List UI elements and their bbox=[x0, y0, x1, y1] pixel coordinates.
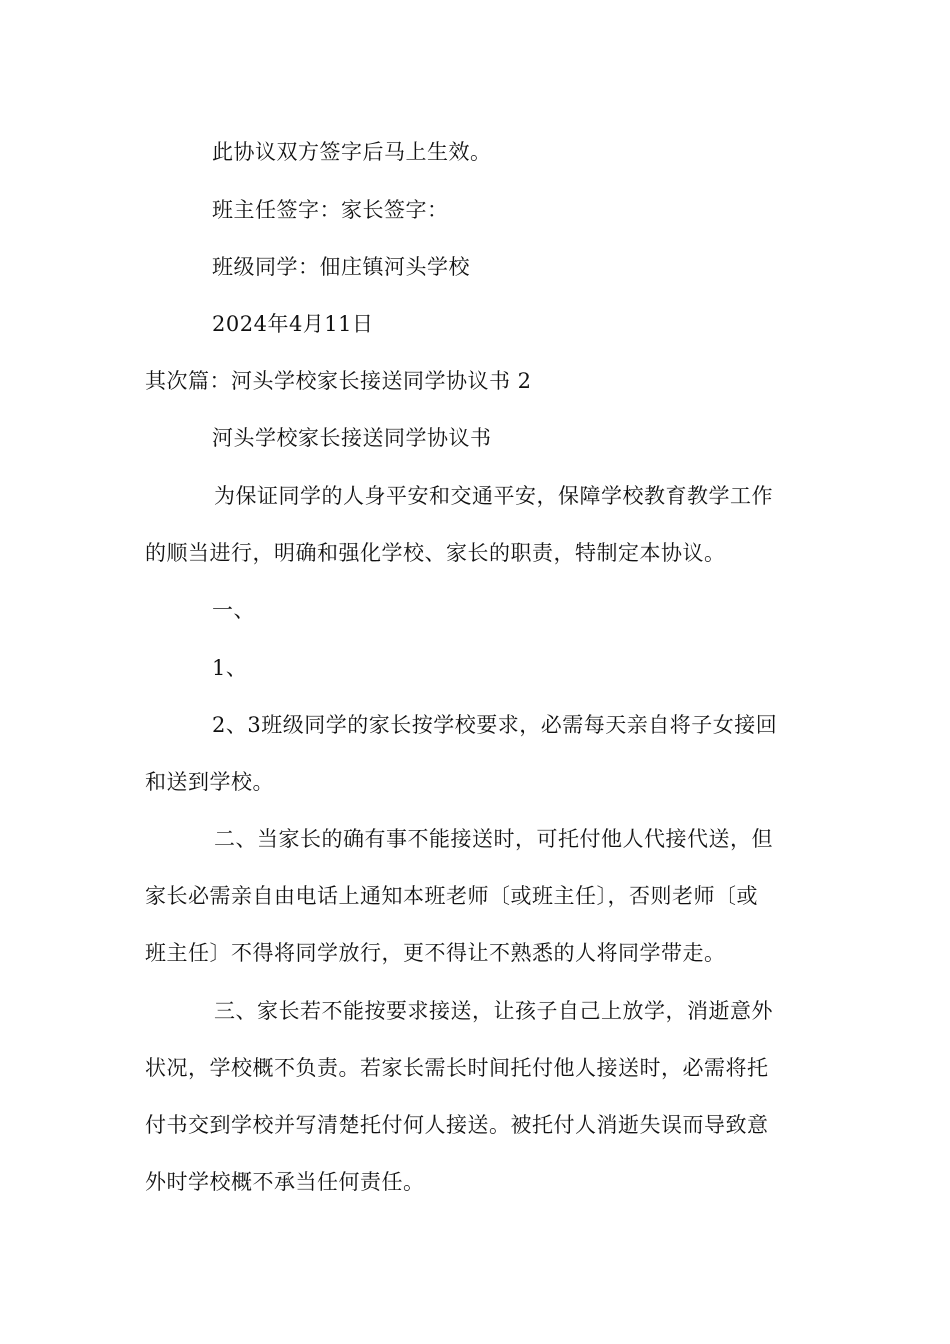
item-three-line-2: 状况，学校概不负责。若家长需长时间托付他人接送时，必需将托 bbox=[145, 1056, 769, 1080]
item-one-heading: 一、 bbox=[212, 598, 255, 622]
item-three-line-4: 外时学校概不承当任何责任。 bbox=[145, 1170, 425, 1194]
item-one-2-line-1: 2、3班级同学的家长按学校要求，必需每天亲自将子女接回 bbox=[212, 713, 778, 737]
effect-clause: 此协议双方签字后马上生效。 bbox=[212, 140, 492, 164]
item-two-line-2: 家长必需亲自由电话上通知本班老师〔或班主任〕，否则老师〔或 bbox=[145, 884, 758, 908]
school-line: 班级同学：佃庄镇河头学校 bbox=[212, 255, 470, 279]
item-one-2-line-2: 和送到学校。 bbox=[145, 770, 274, 794]
document-title: 河头学校家长接送同学协议书 bbox=[212, 426, 492, 450]
item-one-1: 1、 bbox=[212, 656, 248, 680]
section-heading: 其次篇：河头学校家长接送同学协议书 2 bbox=[145, 369, 532, 393]
item-three-line-3: 付书交到学校并写清楚托付何人接送。被托付人消逝失误而导致意 bbox=[145, 1113, 769, 1137]
item-two-line-3: 班主任〕不得将同学放行，更不得让不熟悉的人将同学带走。 bbox=[145, 941, 726, 965]
signature-line: 班主任签字：家长签字： bbox=[212, 198, 449, 222]
intro-line-1: 为保证同学的人身平安和交通平安，保障学校教育教学工作 bbox=[214, 484, 773, 508]
item-two-line-1: 二、当家长的确有事不能接送时，可托付他人代接代送，但 bbox=[214, 827, 773, 851]
intro-line-2: 的顺当进行，明确和强化学校、家长的职责，特制定本协议。 bbox=[145, 541, 726, 565]
item-three-line-1: 三、家长若不能按要求接送，让孩子自己上放学，消逝意外 bbox=[214, 999, 773, 1023]
date-line: 2024年4月11日 bbox=[212, 312, 374, 336]
